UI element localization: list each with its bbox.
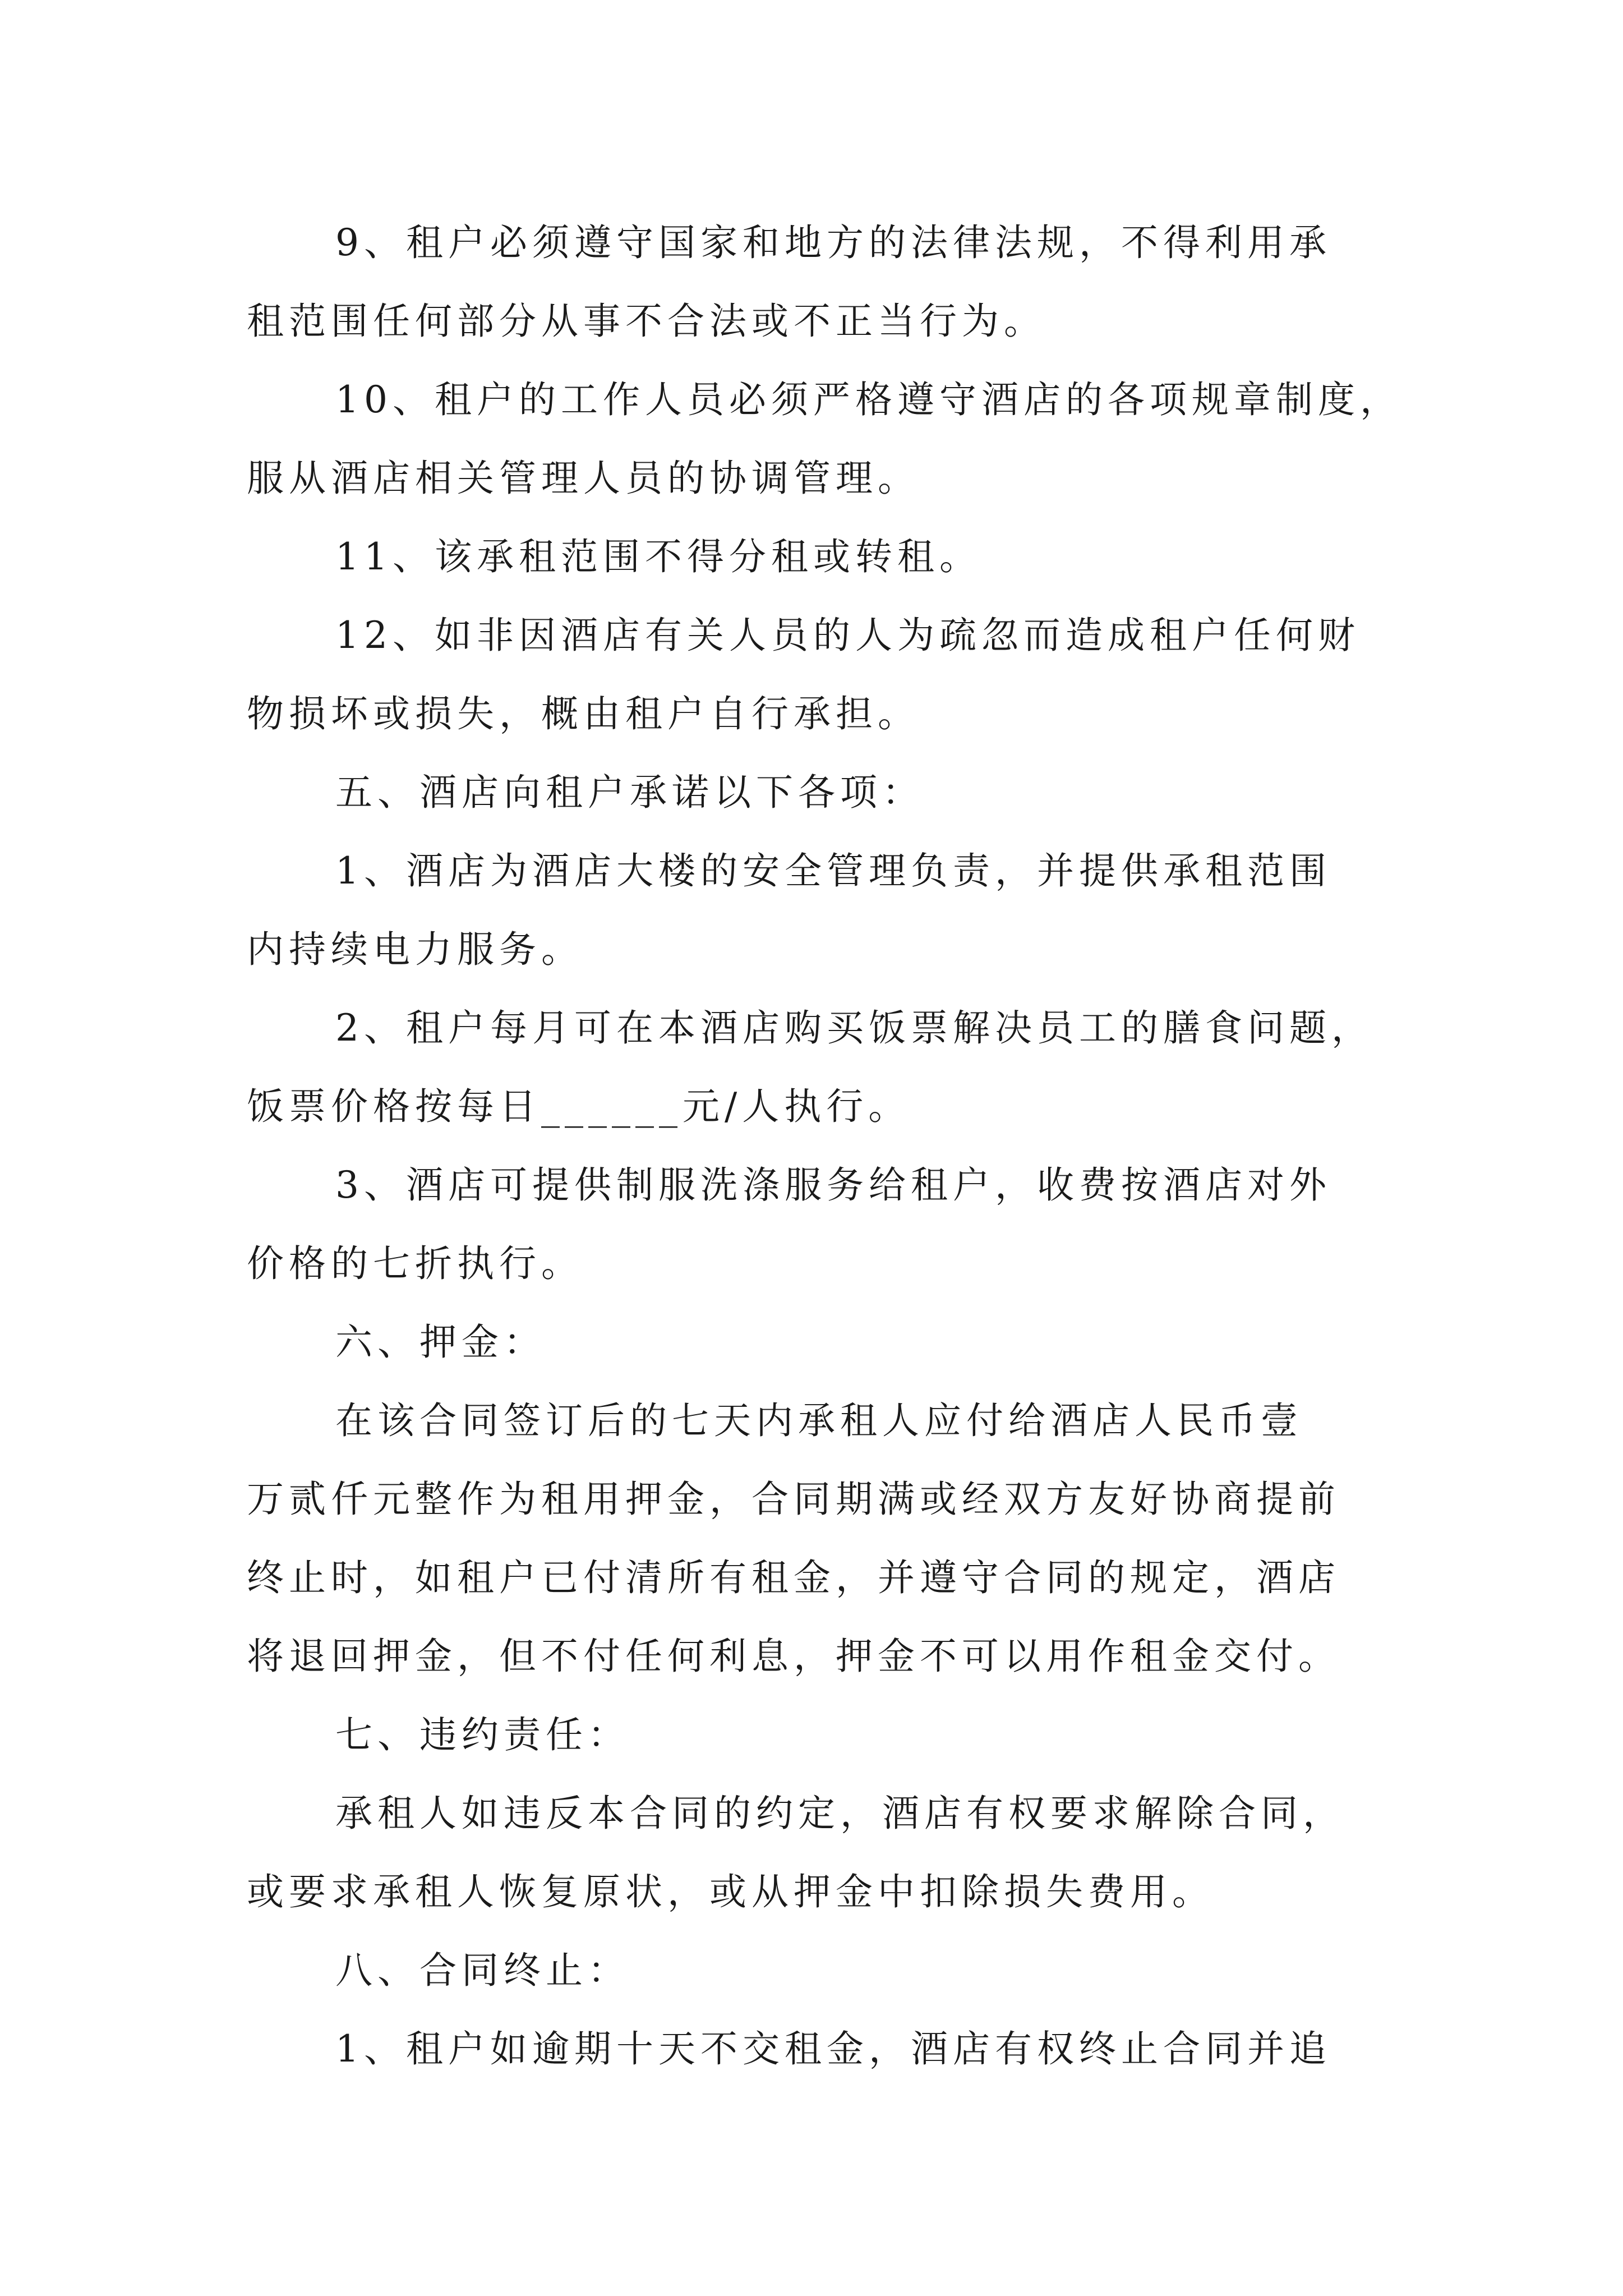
text-line: 价格的七折执行。 <box>247 1242 583 1285</box>
text-line: 1、租户如逾期十天不交租金，酒店有权终止合同并追 <box>335 2027 1331 2070</box>
text-line: 物损坏或损失，概由租户自行承担。 <box>247 692 920 735</box>
section-heading: 六、押金： <box>335 1320 546 1364</box>
text-line: 10、租户的工作人员必须严格遵守酒店的各项规章制度， <box>335 378 1402 421</box>
text-line: 在该合同签订后的七天内承租人应付给酒店人民币壹 <box>335 1399 1303 1442</box>
text-line: 饭票价格按每日______元/人执行。 <box>247 1085 911 1128</box>
section-heading: 八、合同终止： <box>335 1949 630 1992</box>
text-line: 将退回押金，但不付任何利息，押金不可以用作租金交付。 <box>247 1635 1340 1678</box>
text-line: 终止时，如租户已付清所有租金，并遵守合同的规定，酒店 <box>247 1556 1340 1599</box>
text-line: 或要求承租人恢复原状，或从押金中扣除损失费用。 <box>247 1870 1214 1913</box>
text-line: 1、酒店为酒店大楼的安全管理负责，并提供承租范围 <box>335 849 1331 892</box>
text-line: 11、该承租范围不得分租或转租。 <box>335 535 981 578</box>
text-line: 9、租户必须遵守国家和地方的法律法规，不得利用承 <box>335 221 1331 264</box>
text-line: 万贰仟元整作为租用押金，合同期满或经双方友好协商提前 <box>247 1478 1340 1521</box>
text-line: 12、如非因酒店有关人员的人为疏忽而造成租户任何财 <box>335 614 1360 657</box>
text-line: 2、租户每月可在本酒店购买饭票解决员工的膳食问题， <box>335 1006 1373 1050</box>
text-line: 承租人如违反本合同的约定，酒店有权要求解除合同， <box>335 1792 1345 1835</box>
text-line: 租范围任何部分从事不合法或不正当行为。 <box>247 300 1046 343</box>
section-heading: 七、违约责任： <box>335 1713 630 1756</box>
text-line: 内持续电力服务。 <box>247 928 583 971</box>
text-line: 服从酒店相关管理人员的协调管理。 <box>247 457 920 500</box>
text-line: 3、酒店可提供制服洗涤服务给租户，收费按酒店对外 <box>335 1163 1331 1207</box>
section-heading: 五、酒店向租户承诺以下各项： <box>335 771 924 814</box>
